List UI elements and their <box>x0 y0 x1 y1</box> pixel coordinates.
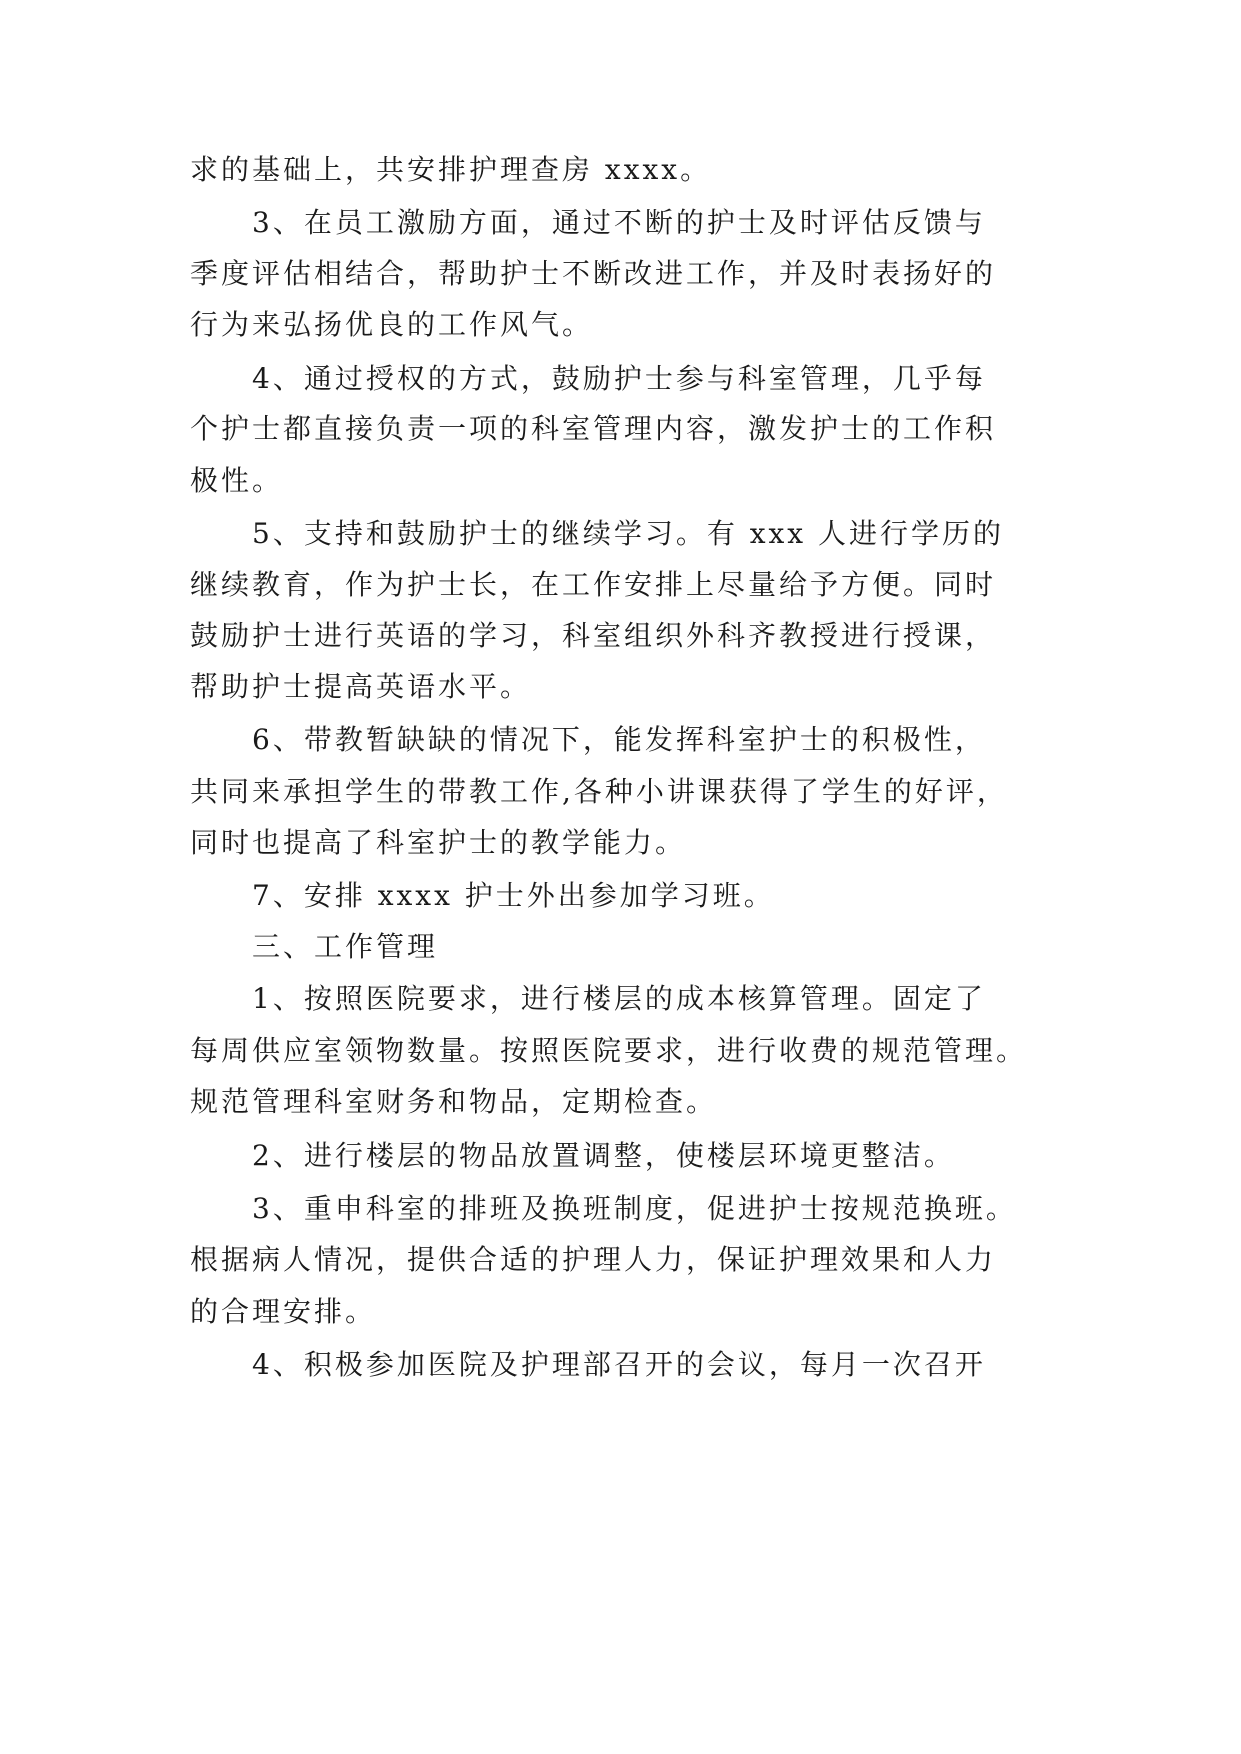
text-line: 鼓励护士进行英语的学习，科室组织外科齐教授进行授课， <box>190 619 997 652</box>
text-line: 2、进行楼层的物品放置调整，使楼层环境更整洁。 <box>252 1139 955 1172</box>
text-line: 规范管理科室财务和物品，定期检查。 <box>190 1085 718 1118</box>
text-line: 个护士都直接负责一项的科室管理内容，激发护士的工作积 <box>190 412 997 445</box>
text-line: 3、重申科室的排班及换班制度，促进护士按规范换班。 <box>252 1192 1017 1225</box>
text-line: 每周供应室领物数量。按照医院要求，进行收费的规范管理。 <box>190 1034 1028 1067</box>
text-line: 共同来承担学生的带教工作,各种小讲课获得了学生的好评， <box>190 775 1008 808</box>
text-line: 行为来弘扬优良的工作风气。 <box>190 308 594 341</box>
text-line: 4、积极参加医院及护理部召开的会议，每月一次召开 <box>252 1348 986 1381</box>
text-line: 5、支持和鼓励护士的继续学习。有 xxx 人进行学历的 <box>252 517 1004 550</box>
text-line: 6、带教暂缺缺的情况下，能发挥科室护士的积极性， <box>252 723 986 756</box>
text-line: 4、通过授权的方式，鼓励护士参与科室管理，几乎每 <box>252 362 986 395</box>
text-line: 极性。 <box>190 464 284 497</box>
text-line: 7、安排 xxxx 护士外出参加学习班。 <box>252 879 775 912</box>
text-line: 的合理安排。 <box>190 1295 377 1328</box>
text-line: 季度评估相结合，帮助护士不断改进工作，并及时表扬好的 <box>190 257 997 290</box>
text-line: 3、在员工激励方面，通过不断的护士及时评估反馈与 <box>252 206 986 239</box>
section-heading: 三、工作管理 <box>252 930 439 963</box>
text-line: 根据病人情况，提供合适的护理人力，保证护理效果和人力 <box>190 1243 997 1276</box>
text-line: 帮助护士提高英语水平。 <box>190 670 532 703</box>
text-line: 求的基础上，共安排护理查房 xxxx。 <box>190 153 712 186</box>
text-line: 1、按照医院要求，进行楼层的成本核算管理。固定了 <box>252 982 986 1015</box>
text-line: 同时也提高了科室护士的教学能力。 <box>190 826 687 859</box>
text-line: 继续教育，作为护士长，在工作安排上尽量给予方便。同时 <box>190 568 997 601</box>
